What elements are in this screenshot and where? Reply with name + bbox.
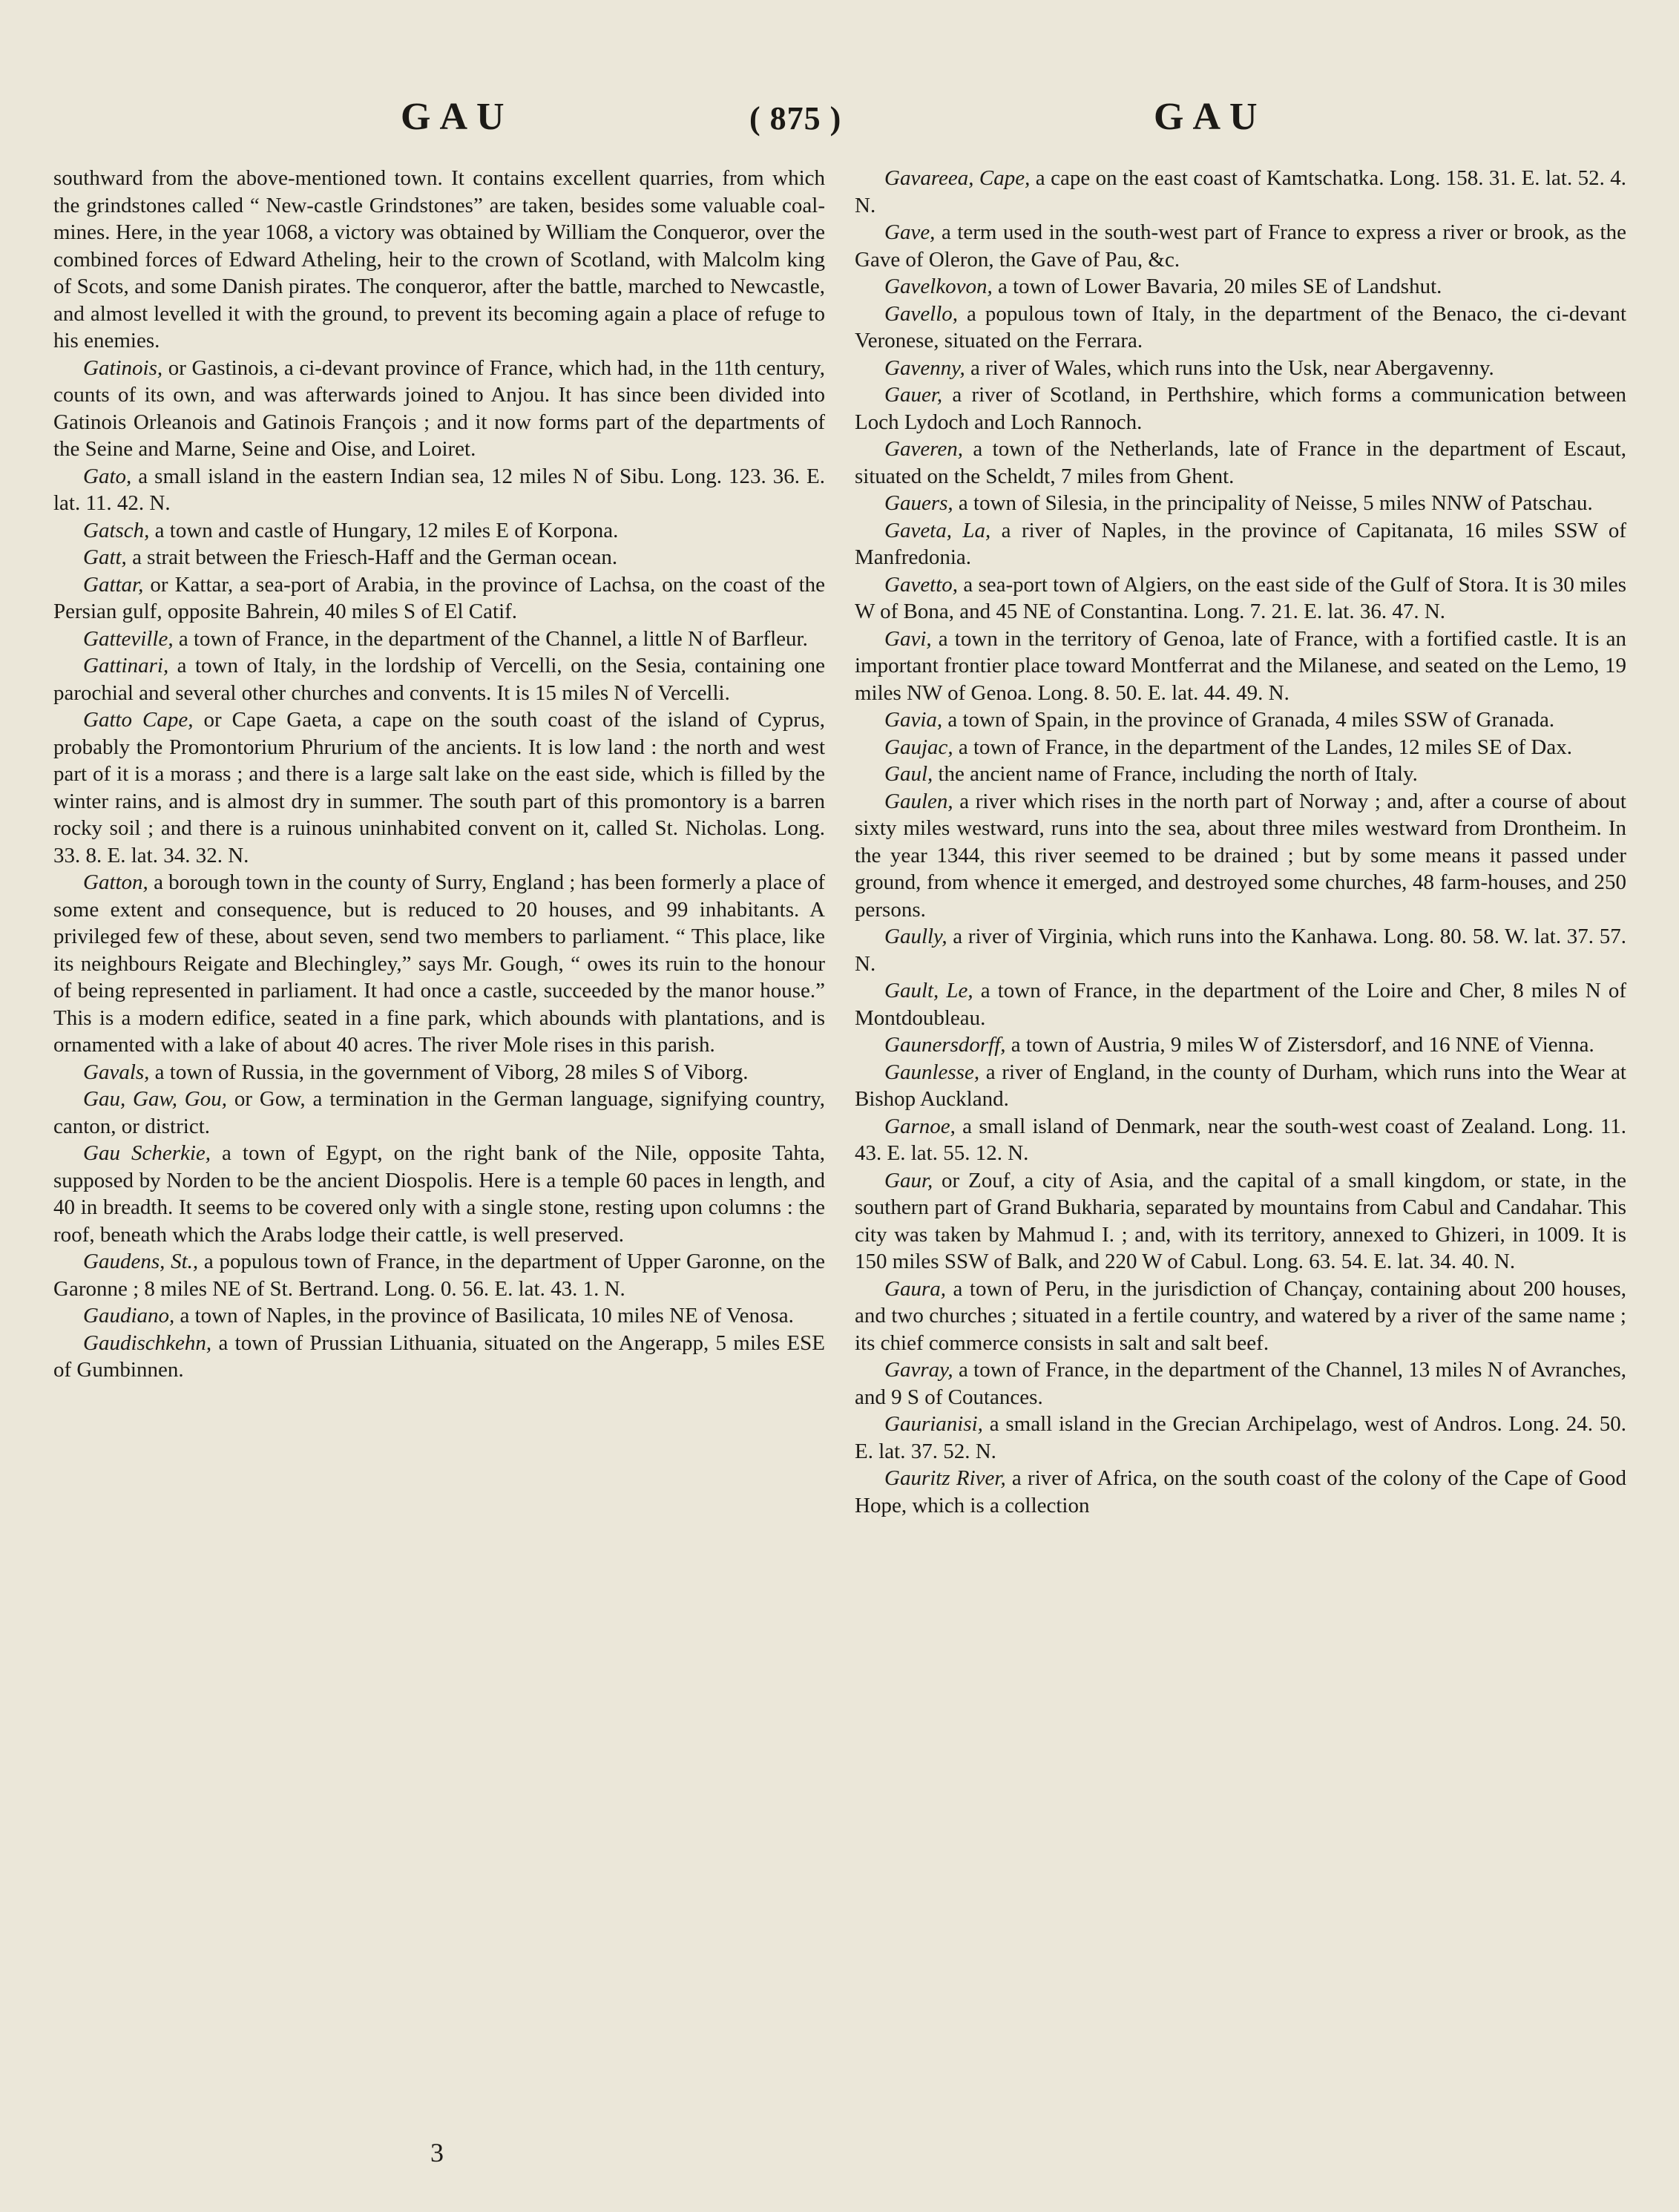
entry-text: a cape on the east coast of Kamtschatka. Long. 158. 31. E. lat. 52. 4. N. xyxy=(855,166,1626,217)
entry-paragraph xyxy=(53,1059,825,1086)
page-number: ( 875 ) xyxy=(749,100,842,137)
entry-headword: Gattar, xyxy=(83,572,144,597)
entry-headword: Gaul, xyxy=(884,762,933,786)
entry-headword: Gavenny, xyxy=(884,355,965,380)
entry-paragraph xyxy=(53,1140,825,1248)
entry-text: or Gastinois, a ci-devant province of France, which had, in the 11th century, counts of its own, and was afterwards joined to Anjou. It has since been divided into Gatinois Orleanois and Gatinois François ; and it now forms part of the departments of the Seine and Marne, Seine and Oise, and Loiret. xyxy=(53,355,825,461)
entry-paragraph xyxy=(855,571,1626,626)
entry-headword: Gaura, xyxy=(884,1276,946,1301)
entry-headword: Gaulen, xyxy=(884,789,953,813)
entry-paragraph xyxy=(855,923,1626,977)
entry-headword: Gault, Le, xyxy=(884,979,973,1002)
entry-text: a river of Scotland, in Perthshire, which forms a communication between Loch Lydoch and Loch Rannoch. xyxy=(855,383,1626,434)
entry-headword: Gauritz River, xyxy=(884,1466,1006,1490)
entry-headword: Gavals, xyxy=(83,1060,150,1084)
entry-paragraph xyxy=(53,869,825,1059)
entry-text: a town of France, in the department of the Channel, 13 miles N of Avranches, and 9 S of Coutances. xyxy=(855,1358,1626,1409)
entry-paragraph xyxy=(855,219,1626,273)
entry-paragraph xyxy=(855,1276,1626,1357)
entry-headword: Gaudischkehn, xyxy=(83,1330,212,1355)
entry-text: a populous town of Italy, in the department of the Benaco, the ci-devant Veronese, situated on the Ferrara. xyxy=(855,301,1626,352)
entry-text: a river of England, in the county of Durham, which runs into the Wear at Bishop Auckland. xyxy=(855,1060,1626,1111)
entry-headword: Gavetto, xyxy=(884,572,959,597)
entry-paragraph xyxy=(53,571,825,626)
entry-paragraph xyxy=(855,788,1626,924)
entry-headword: Gaunersdorff, xyxy=(884,1033,1006,1057)
entry-text: or Kattar, a sea-port of Arabia, in the province of Lachsa, on the coast of the Persian gulf, opposite Bahrein, 40 miles S of El Catif. xyxy=(53,572,825,623)
entry-paragraph xyxy=(53,626,825,653)
entry-text: a town of France, in the department of the Channel, a little N of Barfleur. xyxy=(173,626,808,651)
entry-paragraph xyxy=(53,517,825,545)
entry-headword: Gavray, xyxy=(884,1358,953,1382)
entry-text: a town of Spain, in the province of Granada, 4 miles SSW of Granada. xyxy=(942,708,1555,732)
entry-text: a town of Russia, in the government of Viborg, 28 miles S of Viborg. xyxy=(149,1060,749,1084)
entry-paragraph xyxy=(855,490,1626,517)
entry-headword: Gavia, xyxy=(884,708,943,732)
entry-headword: Gatsch, xyxy=(83,518,150,542)
entry-paragraph xyxy=(855,1167,1626,1276)
entry-headword: Gauer, xyxy=(884,383,943,407)
entry-headword: Gato, xyxy=(83,464,132,488)
entry-text: a town of the Netherlands, late of France in the department of Escaut, situated on the Scheldt, 7 miles from Ghent. xyxy=(855,437,1626,488)
right-column xyxy=(855,165,1626,1519)
entry-headword: Gaurianisi, xyxy=(884,1412,983,1436)
entry-paragraph xyxy=(855,1465,1626,1519)
entry-headword: Gaully, xyxy=(884,925,947,948)
entry-text: southward from the above-mentioned town. It contains excellent quarries, from which the grindstones called “ New-castle Grindstones” are taken, besides some valuable coal-mines. Here, in the year 1068, a victory was obtained by William the Conqueror, over the combined forces of Edward Atheling, heir to the crown of Scotland, with Malcolm king of Scots, and some Danish pirates. The conqueror, after the battle, marched to Newcastle, and almost levelled it with the ground, to prevent its becoming again a place of refuge to his enemies. xyxy=(53,166,825,352)
entry-text: a small island of Denmark, near the south-west coast of Zealand. Long. 11. 43. E. lat. 55. 12. N. xyxy=(855,1114,1626,1165)
entry-paragraph xyxy=(53,652,825,706)
entry-text: a town and castle of Hungary, 12 miles E of Korpona. xyxy=(149,518,619,542)
entry-headword: Gave, xyxy=(884,220,936,244)
entry-paragraph xyxy=(855,436,1626,490)
entry-text: or Gow, a termination in the German language, signifying country, canton, or district. xyxy=(53,1087,825,1138)
entry-text: a town of Silesia, in the principality of Neisse, 5 miles NNW of Patschau. xyxy=(953,491,1593,515)
entry-text: a town in the territory of Genoa, late of France, with a fortified castle. It is an important frontier place toward Montferrat and the Milanese, and seated on the Lemo, 19 miles NW of Genoa. Long. 8. 50. E. lat. 44. 49. N. xyxy=(855,626,1626,705)
entry-headword: Gatt, xyxy=(83,545,127,569)
entry-headword: Gatto Cape, xyxy=(83,708,194,732)
entry-text: a small island in the Grecian Archipelago, west of Andros. Long. 24. 50. E. lat. 37. 52. N. xyxy=(855,1412,1626,1463)
left-column xyxy=(53,165,825,1384)
entry-headword: Gatinois, xyxy=(83,355,163,380)
entry-text: or Zouf, a city of Asia, and the capital of a small kingdom, or state, in the southern part of Grand Bukharia, separated by mountains from Cabul and Candahar. This city was taken by Mahmud I. ; and, with its territory, annexed to Ghizeri, in 1009. It is 150 miles SSW of Balk, and 220 W of Cabul. Long. 63. 54. E. lat. 34. 40. N. xyxy=(855,1168,1626,1273)
entry-paragraph xyxy=(855,706,1626,734)
entry-headword: Gaunlesse, xyxy=(884,1060,980,1084)
entry-text: a term used in the south-west part of France to express a river or brook, as the Gave of Oleron, the Gave of Pau, &c. xyxy=(855,220,1626,272)
entry-headword: Gatton, xyxy=(83,870,148,894)
entry-headword: Gaveren, xyxy=(884,437,964,461)
entry-paragraph xyxy=(855,977,1626,1031)
entry-text: the ancient name of France, including the north of Italy. xyxy=(933,762,1418,786)
entry-headword: Gavi, xyxy=(884,626,932,651)
entry-text: a sea-port town of Algiers, on the east side of the Gulf of Stora. It is 30 miles W of Bona, and 45 NE of Constantina. Long. 7. 21. E. lat. 36. 47. N. xyxy=(855,572,1626,623)
entry-text: a river of Africa, on the south coast of the colony of the Cape of Good Hope, which is a collection xyxy=(855,1466,1627,1517)
entry-text: a river of Wales, which runs into the Usk, near Abergavenny. xyxy=(965,355,1494,380)
entry-text: a town of Peru, in the jurisdiction of Chançay, containing about 200 houses, and two churches ; situated in a fertile country, and watered by a river of the same name ; its chief commerce consists in salt and salt beef. xyxy=(855,1276,1626,1355)
entry-text: or Cape Gaeta, a cape on the south coast of the island of Cyprus, probably the Promontorium Phrurium of the ancients. It is low land : the north and west part of it is a morass ; and there is a large salt lake on the east side, which is filled by the winter rains, and is almost dry in summer. The south part of this promontory is a barren rocky soil ; and there is a ruinous uninhabited convent on it, called St. Nicholas. Long. 33. 8. E. lat. 34. 32. N. xyxy=(53,708,825,867)
entry-headword: Gavello, xyxy=(884,301,959,326)
entry-text: a river of Naples, in the province of Capitanata, 16 miles SSW of Manfredonia. xyxy=(855,518,1626,569)
entry-text: a town of Italy, in the lordship of Vercelli, on the Sesia, containing one parochial and several other churches and convents. It is 15 miles N of Vercelli. xyxy=(53,654,825,705)
entry-paragraph xyxy=(855,1411,1626,1465)
entry-text: a river of Virginia, which runs into the Kanhawa. Long. 80. 58. W. lat. 37. 57. N. xyxy=(855,925,1626,976)
entry-headword: Gaudiano, xyxy=(83,1304,175,1327)
entry-paragraph xyxy=(53,544,825,571)
running-head-right: GAU xyxy=(1154,96,1266,138)
entry-text: a town of Austria, 9 miles W of Zistersdorf, and 16 NNE of Vienna. xyxy=(1005,1033,1594,1057)
entry-paragraph xyxy=(53,1330,825,1384)
entry-paragraph xyxy=(855,273,1626,301)
entry-paragraph xyxy=(855,165,1626,219)
entry-paragraph xyxy=(53,165,825,355)
entry-headword: Gau, Gaw, Gou, xyxy=(83,1087,227,1111)
entry-headword: Gatteville, xyxy=(83,626,174,651)
entry-text: a town of Egypt, on the right bank of the Nile, opposite Tahta, supposed by Norden to be the ancient Diospolis. Here is a temple 60 paces in length, and 40 in breadth. It seems to be covered only with a single stone, resting upon columns : the roof, beneath which the Arabs lodge their cattle, is well preserved. xyxy=(53,1141,825,1247)
entry-headword: Gaur, xyxy=(884,1168,933,1192)
entry-text: a town of Lower Bavaria, 20 miles SE of Landshut. xyxy=(992,275,1442,298)
entry-text: a borough town in the county of Surry, England ; has been formerly a place of some extent and consequence, but is reduced to 20 houses, and 99 inhabitants. A privileged few of these, about seven, send two members to parliament. “ This place, like its neighbours Reigate and Blechingley,” says Mr. Gough, “ owes its ruin to the honour of being represented in parliament. It had once a castle, succeeded by the manor house.” This is a modern edifice, seated in a fine park, which abounds with plantations, and is ornamented with a lake of about 40 acres. The river Mole rises in this parish. xyxy=(53,870,825,1057)
entry-headword: Gaudens, St., xyxy=(83,1250,199,1273)
entry-paragraph xyxy=(53,1248,825,1302)
entry-text: a strait between the Friesch-Haff and the German ocean. xyxy=(126,545,618,569)
entry-headword: Gattinari, xyxy=(83,654,169,677)
entry-paragraph xyxy=(855,1113,1626,1167)
signature-mark: 3 xyxy=(430,2138,444,2167)
entry-text: a small island in the eastern Indian sea, 12 miles N of Sibu. Long. 123. 36. E. lat. 11. 42. N. xyxy=(53,464,825,515)
entry-paragraph xyxy=(53,706,825,869)
entry-paragraph xyxy=(855,761,1626,788)
entry-paragraph xyxy=(855,1031,1626,1059)
entry-headword: Gauers, xyxy=(884,491,953,515)
entry-paragraph xyxy=(53,355,825,463)
entry-paragraph xyxy=(53,1086,825,1140)
entry-headword: Garnoe, xyxy=(884,1114,956,1138)
entry-paragraph xyxy=(855,355,1626,382)
entry-text: a town of France, in the department of the Loire and Cher, 8 miles N of Montdoubleau. xyxy=(855,979,1626,1030)
entry-text: a town of Naples, in the province of Basilicata, 10 miles NE of Venosa. xyxy=(174,1304,794,1327)
entry-headword: Gaujac, xyxy=(884,735,953,759)
entry-paragraph xyxy=(855,626,1626,707)
entry-headword: Gavelkovon, xyxy=(884,275,993,298)
running-head-left: GAU xyxy=(401,96,513,138)
entry-paragraph xyxy=(855,1059,1626,1113)
entry-paragraph xyxy=(855,381,1626,436)
entry-paragraph xyxy=(855,734,1626,761)
entry-paragraph xyxy=(53,1302,825,1330)
entry-headword: Gau Scherkie, xyxy=(83,1141,211,1165)
entry-paragraph xyxy=(53,463,825,517)
entry-paragraph xyxy=(855,517,1626,571)
entry-text: a populous town of France, in the department of Upper Garonne, on the Garonne ; 8 miles NE of St. Bertrand. Long. 0. 56. E. lat. 43. 1. N. xyxy=(53,1250,825,1301)
entry-headword: Gavareea, Cape, xyxy=(884,166,1031,190)
entry-paragraph xyxy=(855,1356,1626,1411)
entry-text: a town of Prussian Lithuania, situated on the Angerapp, 5 miles ESE of Gumbinnen. xyxy=(53,1330,825,1382)
entry-paragraph xyxy=(855,301,1626,355)
entry-text: a town of France, in the department of the Landes, 12 miles SE of Dax. xyxy=(953,735,1572,759)
entry-text: a river which rises in the north part of Norway ; and, after a course of about sixty miles westward, runs into the sea, about three miles westward from Drontheim. In the year 1344, this river seemed to be drained ; but by some means it passed under ground, from whence it emerged, and destroyed some churches, 48 farm-houses, and 250 persons. xyxy=(855,789,1626,922)
entry-headword: Gaveta, La, xyxy=(884,518,991,542)
